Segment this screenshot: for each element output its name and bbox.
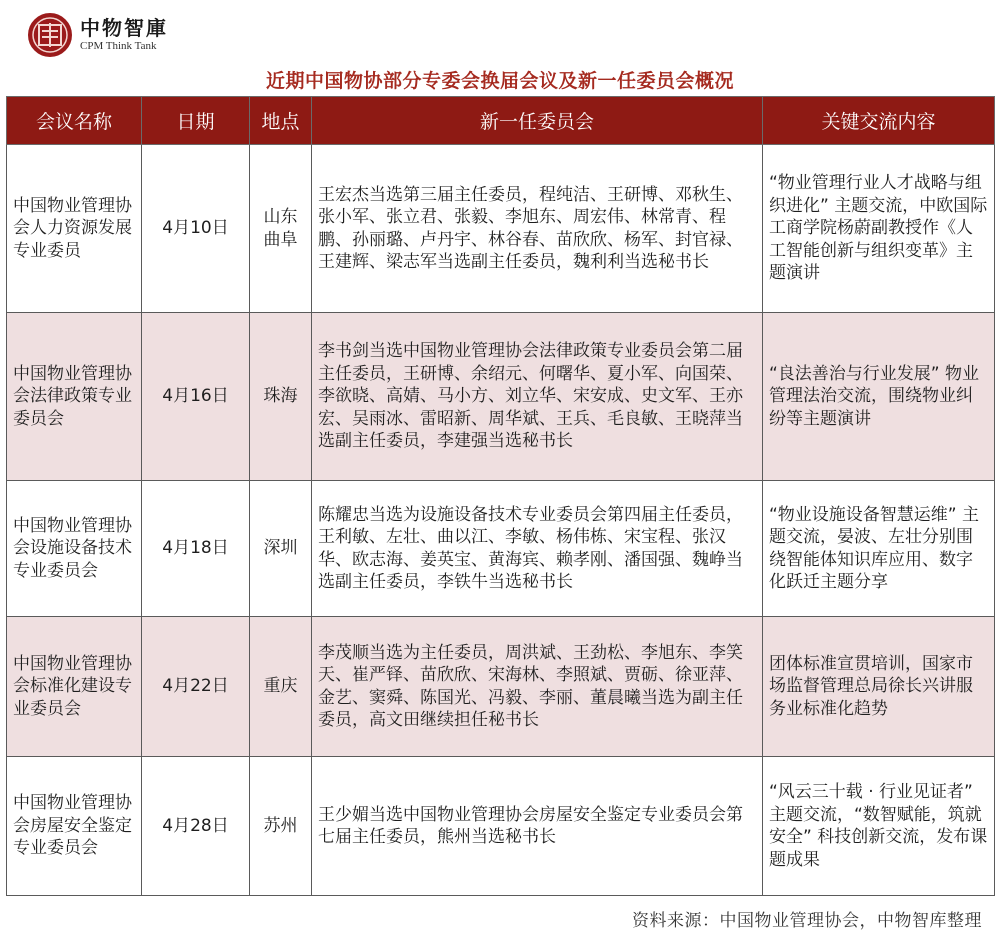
logo: [28, 10, 168, 60]
cell-new-committee: 王宏杰当选第三届主任委员，程纯洁、王研博、邓秋生、张小军、张立君、张毅、李旭东、周宏伟、林常青、程鹏、孙丽璐、卢丹宇、林谷春、苗欣欣、杨军、封官禄、王建辉、梁志军当选副主任委员，魏利利当选秘书长: [312, 145, 763, 313]
logo-seal-icon: [28, 13, 72, 57]
cell-date: 4月18日: [142, 481, 250, 617]
cell-new-committee: 陈耀忠当选为设施设备技术专业委员会第四届主任委员，王利敏、左壮、曲以江、李敏、杨伟栋、宋宝程、张汉华、欧志海、姜英宝、黄海宾、赖孝刚、潘国强、魏峥当选副主任委员，李铁牛当选秘书长: [312, 481, 763, 617]
cell-meeting-name: 中国物业管理协会标准化建设专业委员会: [7, 617, 142, 757]
cell-key-content: “物业管理行业人才战略与组织进化” 主题交流，中欧国际工商学院杨蔚副教授作《人工智能创新与组织变革》主题演讲: [763, 145, 995, 313]
cell-date: 4月22日: [142, 617, 250, 757]
cell-place: 深圳: [250, 481, 312, 617]
cell-key-content: “良法善治与行业发展” 物业管理法治交流，围绕物业纠纷等主题演讲: [763, 313, 995, 481]
table-row: [7, 481, 995, 617]
header-key-content: 关键交流内容: [763, 97, 995, 145]
cell-meeting-name: 中国物业管理协会人力资源发展专业委员: [7, 145, 142, 313]
table-row: [7, 617, 995, 757]
cell-new-committee: 李书剑当选中国物业管理协会法律政策专业委员会第二届主任委员，王研博、余绍元、何曙华、夏小军、向国荣、李欲晓、高婧、马小方、刘立华、宋安成、史文军、王亦宏、吴雨冰、雷昭新、周华斌、王兵、毛良敏、王晓萍当选副主任委员，李建强当选秘书长: [312, 313, 763, 481]
document-title: 近期中国物协部分专委会换届会议及新一任委员会概况: [265, 70, 734, 92]
header-new-committee: 新一任委员会: [312, 97, 763, 145]
cell-date: 4月10日: [142, 145, 250, 313]
committee-table: [6, 96, 995, 896]
cell-date: 4月16日: [142, 313, 250, 481]
cell-new-committee: 王少媚当选中国物业管理协会房屋安全鉴定专业委员会第七届主任委员，熊州当选秘书长: [312, 757, 763, 896]
table-header-row: [7, 97, 995, 145]
cell-meeting-name: 中国物业管理协会法律政策专业委员会: [7, 313, 142, 481]
cell-place: 山东曲阜: [250, 145, 312, 313]
header-meeting-name: 会议名称: [7, 97, 142, 145]
cell-place: 珠海: [250, 313, 312, 481]
table-row: [7, 757, 995, 896]
cell-new-committee: 李茂顺当选为主任委员，周洪斌、王劲松、李旭东、李笑天、崔严铎、苗欣欣、宋海林、李照斌、贾砺、徐亚萍、金艺、窦舜、陈国光、冯毅、李丽、董晨曦当选为副主任委员，高文田继续担任秘书长: [312, 617, 763, 757]
cell-date: 4月28日: [142, 757, 250, 896]
cell-place: 苏州: [250, 757, 312, 896]
table-row: [7, 145, 995, 313]
cell-key-content: “物业设施设备智慧运维” 主题交流，晏波、左壮分别围绕智能体知识库应用、数字化跃迁主题分享: [763, 481, 995, 617]
header-place: 地点: [250, 97, 312, 145]
table-row: [7, 313, 995, 481]
cell-place: 重庆: [250, 617, 312, 757]
logo-chinese-name: 中物智庫: [80, 16, 168, 40]
cell-meeting-name: 中国物业管理协会房屋安全鉴定专业委员会: [7, 757, 142, 896]
cell-meeting-name: 中国物业管理协会设施设备技术专业委员会: [7, 481, 142, 617]
cell-key-content: 团体标准宣贯培训，国家市场监督管理总局徐长兴讲服务业标准化趋势: [763, 617, 995, 757]
logo-english-name: CPM Think Tank: [80, 40, 157, 52]
header-date: 日期: [142, 97, 250, 145]
cell-key-content: “风云三十载 · 行业见证者” 主题交流，“数智赋能，筑就安全” 科技创新交流，发布课题成果: [763, 757, 995, 896]
source-note: 资料来源：中国物业管理协会，中物智库整理: [632, 911, 982, 931]
